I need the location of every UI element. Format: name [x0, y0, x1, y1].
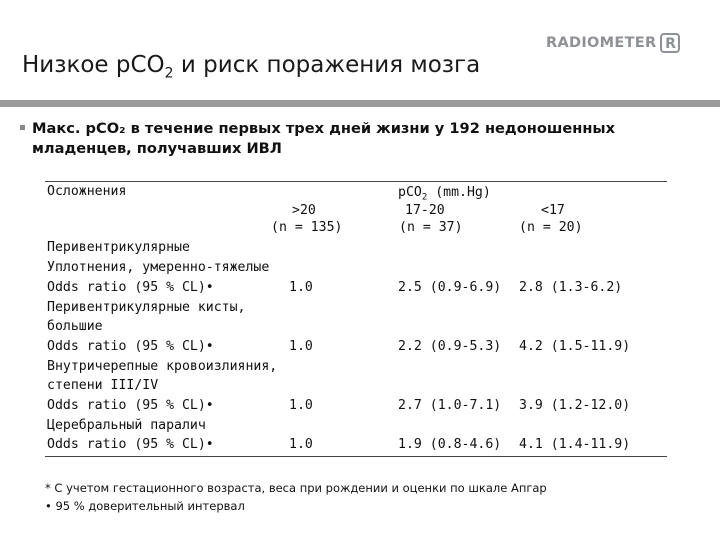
bullet-line-1: Макс. pCO₂ в течение первых трех дней жизни у 192 недоношенных: [32, 120, 616, 137]
registered-mark-icon: R: [660, 33, 680, 53]
row-4-value-1: 1.0: [289, 437, 313, 452]
group-n-3: (n = 20): [519, 220, 583, 235]
group-label-1: >20: [292, 203, 316, 218]
row-4-value-2: 1.9 (0.8-4.6): [398, 437, 502, 452]
footnote-adjustment: * С учетом гестационного возраста, веса при рождении и оценки по шкале Апгар: [45, 481, 547, 495]
bullet-line-2: младенцев, получавших ИВЛ: [32, 140, 282, 157]
group-label-3: <17: [541, 203, 565, 218]
row-2-value-3: 4.2 (1.5-11.9): [519, 339, 631, 354]
row-2-label-line-1: Перивентрикулярные кисты,: [47, 300, 246, 315]
row-2-value-1: 1.0: [289, 339, 313, 354]
title-text: Низкое pCO: [22, 52, 165, 78]
row-3-label-line-1: Внутричерепные кровоизлияния,: [47, 359, 278, 374]
row-3-value-2: 2.7 (1.0-7.1): [398, 398, 502, 413]
row-3-label-line-2: степени III/IV: [47, 378, 159, 393]
row-1-label-line-2: Уплотнения, умеренно-тяжелые: [47, 260, 270, 275]
bullet-square-icon: [20, 125, 25, 130]
row-2-value-2: 2.2 (0.9-5.3): [398, 339, 502, 354]
row-1-value-1: 1.0: [289, 280, 313, 295]
footnote-confidence-interval: • 95 % доверительный интервал: [45, 499, 245, 513]
row-3-odds-label: Odds ratio (95 % CL)•: [47, 398, 214, 413]
title-text-rest: и риск поражения мозга: [173, 52, 481, 78]
radiometer-logo: [546, 32, 680, 54]
table-top-rule: [45, 181, 667, 182]
bullet-text: [32, 119, 692, 159]
row-1-odds-label: Odds ratio (95 % CL)•: [47, 280, 214, 295]
table-bottom-rule: [45, 456, 667, 457]
row-2-odds-label: Odds ratio (95 % CL)•: [47, 339, 214, 354]
row-2-label-line-2: большие: [47, 319, 103, 334]
slide-title: [22, 52, 480, 82]
row-3-value-3: 3.9 (1.2-12.0): [519, 398, 631, 413]
row-1-value-2: 2.5 (0.9-6.9): [398, 280, 502, 295]
title-subscript: 2: [164, 65, 174, 82]
col-header-pco2: pCO$_2$ (mm.Hg): [398, 185, 491, 203]
group-n-2: (n = 37): [399, 220, 463, 235]
group-label-2: 17-20: [405, 203, 445, 218]
row-1-value-3: 2.8 (1.3-6.2): [519, 280, 623, 295]
row-4-value-3: 4.1 (1.4-11.9): [519, 437, 631, 452]
col-header-complications: Осложнения: [47, 184, 127, 199]
row-4-label-line-1: Церебральный паралич: [47, 418, 206, 433]
row-1-label-line-1: Перивентрикулярные: [47, 240, 190, 255]
group-n-1: (n = 135): [271, 220, 343, 235]
logo-text: RADIOMETER: [546, 35, 657, 51]
row-3-value-1: 1.0: [289, 398, 313, 413]
title-divider: [0, 100, 720, 107]
row-4-odds-label: Odds ratio (95 % CL)•: [47, 437, 214, 452]
